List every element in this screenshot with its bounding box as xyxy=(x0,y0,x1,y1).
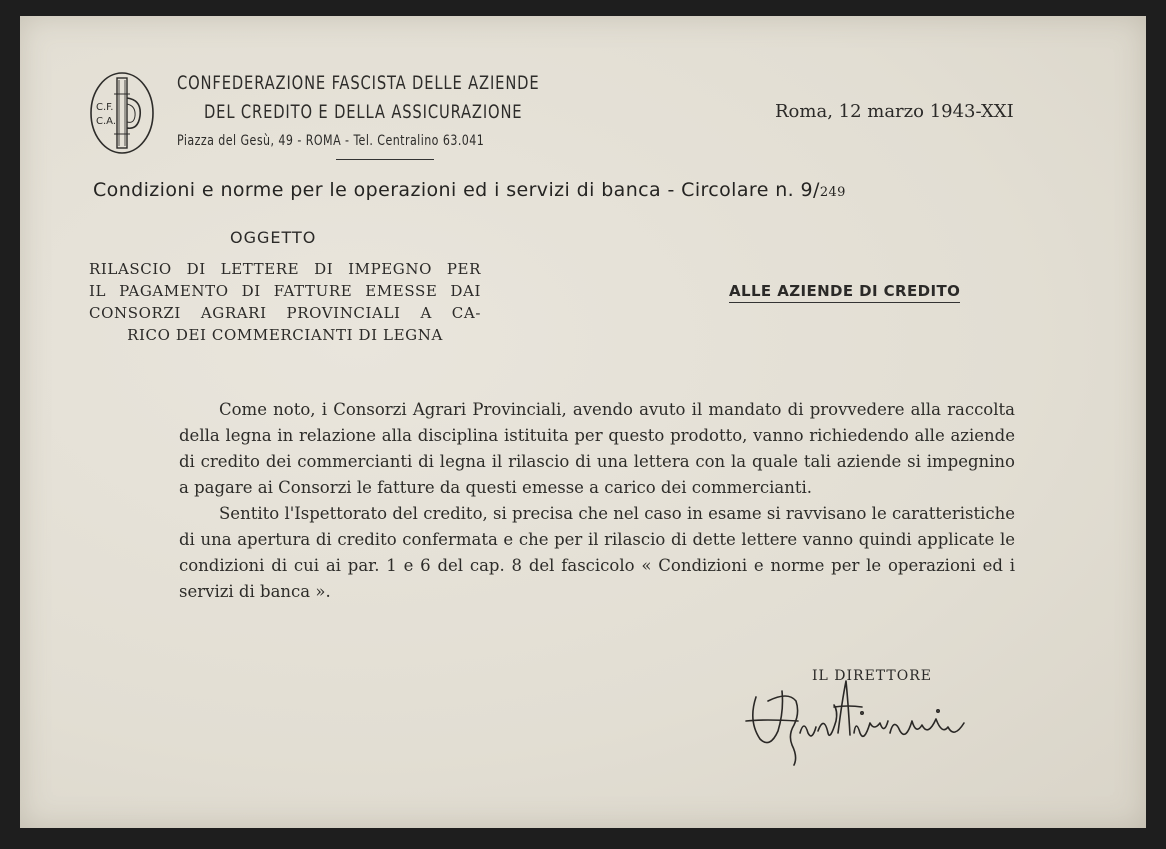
svg-text:C.A.: C.A. xyxy=(96,116,117,127)
circular-title xyxy=(93,179,846,201)
body-paragraph: Sentito l'Ispettorato del credito, si precisa che nel caso in esame si ravvisano le caratteristiche di una apertura di credito confermata e che per il rilascio di dette lettere vanno quindi applicate le condizioni di cui ai par. 1 e 6 del cap. 8 del fascicolo « Condizioni e norme per le operazioni ed i servizi di banca ». xyxy=(179,504,1015,601)
subject-line: IL PAGAMENTO DI FATTURE EMESSE DAI xyxy=(89,282,481,300)
subject-line: RICO DEI COMMERCIANTI DI LEGNA xyxy=(127,326,443,344)
letter-body xyxy=(179,397,1015,605)
letterhead-address: Piazza del Gesù, 49 - ROMA - Tel. Centralino 63.041 xyxy=(177,133,485,149)
addressee: ALLE AZIENDE DI CREDITO xyxy=(729,282,960,303)
svg-text:C.F.: C.F. xyxy=(96,102,114,113)
letter-date: Roma, 12 marzo 1943-XXI xyxy=(775,101,1014,122)
document-page xyxy=(20,16,1146,828)
circular-number-suffix: 249 xyxy=(819,185,846,200)
letterhead-line-1: CONFEDERAZIONE FASCISTA DELLE AZIENDE xyxy=(177,72,540,94)
signer-title: IL DIRETTORE xyxy=(812,668,932,684)
subject-label: OGGETTO xyxy=(230,228,317,247)
letterhead-divider xyxy=(336,159,434,160)
confederation-logo xyxy=(90,72,154,154)
body-paragraph: Come noto, i Consorzi Agrari Provinciali, avendo avuto il mandato di provvedere alla raccolta della legna in relazione alla disciplina istituita per questo prodotto, vanno richiedendo alle aziende di credito dei commercianti di legna il rilascio di una lettera con la quale tali aziende si impegnino a pagare ai Consorzi le fatture da questi emesse a carico dei commercianti. xyxy=(179,400,1015,497)
handwritten-signature xyxy=(738,661,1008,771)
subject-block xyxy=(89,258,481,346)
letterhead-line-2: DEL CREDITO E DELLA ASSICURAZIONE xyxy=(204,101,523,123)
circular-title-text: Condizioni e norme per le operazioni ed i servizi di banca - Circolare n. 9/ xyxy=(93,179,820,201)
subject-line: CONSORZI AGRARI PROVINCIALI A CA- xyxy=(89,304,481,322)
subject-line: RILASCIO DI LETTERE DI IMPEGNO PER xyxy=(89,260,481,278)
